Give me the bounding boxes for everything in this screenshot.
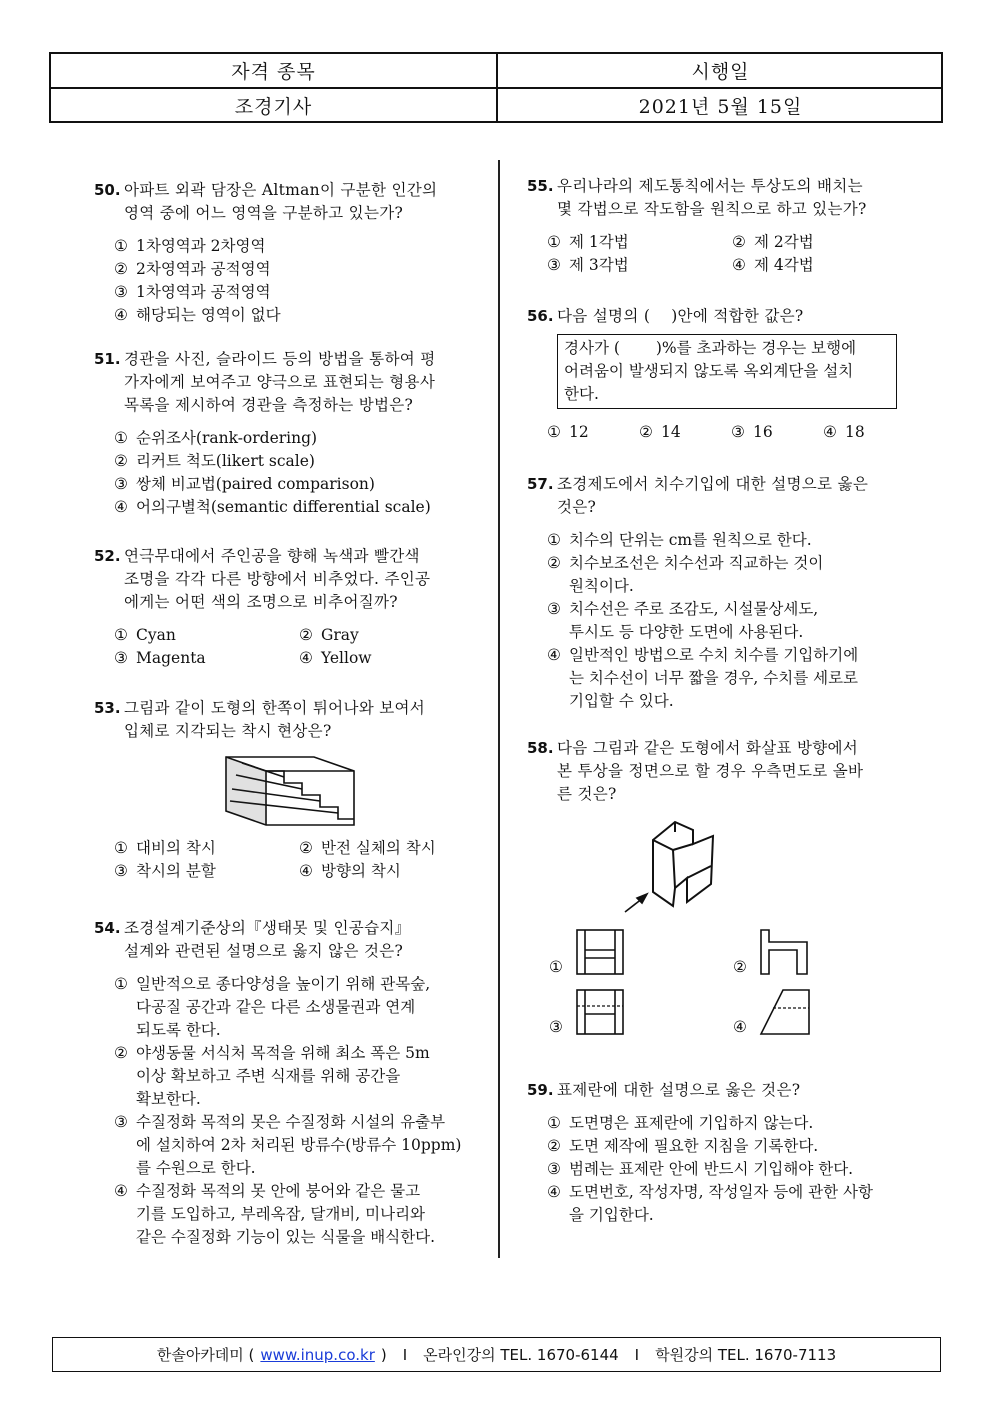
column-divider (498, 160, 500, 1258)
option-4 (114, 1180, 484, 1249)
option-mark: ④ (114, 1182, 128, 1200)
question-number: 57. (527, 475, 554, 493)
option-3 (114, 281, 484, 304)
option-text: 방향의 착시 (321, 862, 401, 880)
option-mark: ① (547, 531, 561, 549)
option-mark: ③ (547, 256, 561, 274)
option-mark: ② (299, 839, 313, 857)
option-text: 16 (753, 423, 773, 441)
option-list (94, 427, 484, 519)
option-2 (114, 450, 484, 473)
exam-subject-title: 자격 종목 (51, 54, 498, 87)
option-text: Magenta (136, 649, 206, 667)
option-text: 순위조사(rank-ordering) (136, 429, 318, 447)
footer-online-tel: 온라인강의 TEL. 1670-6144 (423, 1346, 619, 1364)
exam-subject-value: 조경기사 (51, 87, 498, 123)
option-mark: ① (547, 423, 561, 441)
option-2 (299, 624, 484, 647)
option-mark: ③ (731, 423, 745, 441)
option-text: 12 (569, 423, 589, 441)
question-50 (94, 179, 484, 327)
option-list (527, 529, 917, 713)
option-4 (114, 496, 484, 519)
option-list (94, 624, 484, 670)
answer-figure-4 (759, 988, 811, 1036)
option-text: 수질정화 목적의 못은 수질정화 시설의 유출부 에 설치하여 2차 처리된 방류수(방류수 10ppm) 를 수원으로 한다. (136, 1113, 462, 1177)
question-text: 표제란에 대한 설명으로 옳은 것은? (557, 1081, 801, 1099)
question-number: 52. (94, 547, 121, 565)
figure-mark-2: ② (733, 958, 747, 976)
question-text: 연극무대에서 주인공을 향해 녹색과 빨간색 조명을 각각 다른 방향에서 비추었다. 주인공 에게는 어떤 색의 조명으로 비추어질까? (124, 547, 431, 611)
option-mark: ④ (823, 423, 837, 441)
question-54 (94, 917, 484, 1249)
option-3 (114, 647, 299, 670)
option-2 (639, 421, 731, 444)
option-text: 야생동물 서식처 목적을 위해 최소 폭은 5m 이상 확보하고 주변 식재를 위해 공간을 확보한다. (136, 1044, 430, 1108)
option-mark: ④ (114, 498, 128, 516)
option-3 (731, 421, 823, 444)
question-number: 54. (94, 919, 121, 937)
option-text: 일반적인 방법으로 수치 치수를 기입하기에 는 치수선이 너무 짧을 경우, 수치를 세로로 기입할 수 있다. (569, 646, 859, 710)
option-text: 치수의 단위는 cm를 원칙으로 한다. (569, 531, 812, 549)
question-number: 59. (527, 1081, 554, 1099)
question-number: 58. (527, 739, 554, 757)
question-condition-box: 경사가 ( )%를 초과하는 경우는 보행에 어려움이 발생되지 않도록 옥외계단을 설치 한다. (557, 334, 897, 409)
option-mark: ① (114, 237, 128, 255)
option-text: 제 1각법 (569, 233, 629, 251)
option-mark: ② (114, 1044, 128, 1062)
option-text: Yellow (321, 649, 372, 667)
option-1 (547, 231, 732, 254)
option-mark: ② (299, 626, 313, 644)
answer-figure-3 (575, 988, 625, 1036)
answer-figures (527, 928, 917, 1036)
option-text: 어의구별척(semantic differential scale) (136, 498, 431, 516)
footer-separator: I (634, 1345, 640, 1364)
option-1 (114, 624, 299, 647)
option-mark: ④ (299, 649, 313, 667)
option-mark: ① (547, 1114, 561, 1132)
option-mark: ③ (114, 475, 128, 493)
option-mark: ③ (114, 649, 128, 667)
option-text: 치수선은 주로 조감도, 시설물상세도, 투시도 등 다양한 도면에 사용된다. (569, 600, 819, 641)
option-text: 반전 실체의 착시 (321, 839, 436, 857)
option-4 (114, 304, 484, 327)
option-list (527, 421, 917, 444)
option-3 (547, 254, 732, 277)
question-59 (527, 1079, 917, 1227)
option-text: 수질정화 목적의 못 안에 붕어와 같은 물고 기를 도입하고, 부레옥잠, 달개비, 미나리와 같은 수질정화 기능이 있는 식물을 배식한다. (136, 1182, 436, 1246)
question-text: 그림과 같이 도형의 한쪽이 튀어나와 보여서 입체로 지각되는 착시 현상은? (124, 699, 426, 740)
option-list (527, 231, 917, 277)
option-list (527, 1112, 917, 1227)
option-mark: ① (114, 429, 128, 447)
option-text: 해당되는 영역이 없다 (136, 306, 281, 324)
question-number: 50. (94, 181, 121, 199)
option-2 (114, 1042, 484, 1111)
page-footer (52, 1337, 941, 1372)
option-mark: ④ (114, 306, 128, 324)
option-mark: ② (547, 554, 561, 572)
figure-mark-4: ④ (733, 1018, 747, 1036)
option-text: 18 (845, 423, 865, 441)
question-52 (94, 545, 484, 670)
option-text: 도면명은 표제란에 기입하지 않는다. (569, 1114, 814, 1132)
option-1 (114, 427, 484, 450)
option-text: 2차영역과 공적영역 (136, 260, 271, 278)
question-55 (527, 175, 917, 277)
option-text: 1차영역과 2차영역 (136, 237, 266, 255)
question-text: 우리나라의 제도통칙에서는 투상도의 배치는 몇 각법으로 작도함을 원칙으로 하고 있는가? (557, 177, 867, 218)
option-4 (299, 647, 484, 670)
option-text: Gray (321, 626, 359, 644)
option-text: 착시의 분할 (136, 862, 216, 880)
option-list (94, 973, 484, 1249)
answer-figure-1 (575, 928, 625, 976)
option-mark: ① (114, 839, 128, 857)
exam-date-title: 시행일 (691, 61, 750, 83)
figure-mark-1: ① (549, 958, 563, 976)
exam-date-value: 2021년 5월 15일 (638, 95, 803, 118)
option-1 (114, 837, 299, 860)
header-row-values (51, 87, 941, 123)
option-4 (547, 644, 917, 713)
question-56 (527, 305, 917, 444)
option-2 (114, 258, 484, 281)
option-mark: ① (114, 975, 128, 993)
option-mark: ② (114, 260, 128, 278)
option-mark: ② (547, 1137, 561, 1155)
footer-website-link[interactable]: www.inup.co.kr (260, 1345, 375, 1364)
question-number: 56. (527, 307, 554, 325)
option-text: Cyan (136, 626, 176, 644)
question-text: 아파트 외곽 담장은 Altman이 구분한 인간의 영역 중에 어느 영역을 구분하고 있는가? (124, 181, 438, 222)
option-4 (823, 421, 915, 444)
option-text: 리커트 척도(likert scale) (136, 452, 315, 470)
option-mark: ④ (547, 646, 561, 664)
question-text: 조경설계기준상의『생태못 및 인공습지』 설계와 관련된 설명으로 옳지 않은 것은? (124, 919, 411, 960)
question-58 (527, 737, 917, 1036)
question-53 (94, 697, 484, 883)
option-mark: ③ (114, 1113, 128, 1131)
option-text: 도면 제작에 필요한 지침을 기록한다. (569, 1137, 819, 1155)
option-mark: ③ (547, 600, 561, 618)
question-number: 51. (94, 350, 121, 368)
option-1 (547, 421, 639, 444)
question-51 (94, 348, 484, 519)
option-mark: ③ (114, 862, 128, 880)
option-mark: ③ (547, 1160, 561, 1178)
option-2 (732, 231, 917, 254)
option-text: 도면번호, 작성자명, 작성일자 등에 관한 사항 을 기입한다. (569, 1183, 874, 1224)
option-text: 제 4각법 (754, 256, 814, 274)
option-mark: ② (732, 233, 746, 251)
option-2 (547, 552, 917, 598)
option-3 (114, 1111, 484, 1180)
option-4 (547, 1181, 917, 1227)
staircase-illusion-figure (222, 749, 358, 829)
option-text: 1차영역과 공적영역 (136, 283, 271, 301)
question-text: 경관을 사진, 슬라이드 등의 방법을 통하여 평 가자에게 보여주고 양극으로 표현되는 형용사 목록을 제시하여 경관을 측정하는 방법은? (124, 350, 436, 414)
option-2 (299, 837, 484, 860)
footer-academy-close: ) (380, 1345, 387, 1364)
answer-figure-2 (759, 928, 809, 976)
question-number: 55. (527, 177, 554, 195)
option-1 (114, 235, 484, 258)
option-mark: ④ (299, 862, 313, 880)
option-mark: ③ (114, 283, 128, 301)
question-57 (527, 473, 917, 713)
option-mark: ① (114, 626, 128, 644)
option-text: 일반적으로 종다양성을 높이기 위해 관목숲, 다공질 공간과 같은 다른 소생물권과 연계 되도록 한다. (136, 975, 431, 1039)
question-text: 다음 그림과 같은 도형에서 화살표 방향에서 본 투상을 정면으로 할 경우 우측면도로 올바 른 것은? (557, 739, 864, 803)
option-3 (114, 860, 299, 883)
option-mark: ② (639, 423, 653, 441)
option-text: 쌍체 비교법(paired comparison) (136, 475, 375, 493)
option-3 (114, 473, 484, 496)
option-text: 범례는 표제란 안에 반드시 기입해야 한다. (569, 1160, 854, 1178)
question-number: 53. (94, 699, 121, 717)
exam-header-table (49, 52, 943, 123)
option-text: 제 3각법 (569, 256, 629, 274)
footer-academy: 한솔아카데미 ( (156, 1346, 255, 1364)
option-mark: ① (547, 233, 561, 251)
question-text: 조경제도에서 치수기입에 대한 설명으로 옳은 것은? (557, 475, 869, 516)
option-text: 제 2각법 (754, 233, 814, 251)
question-text: 다음 설명의 ( )안에 적합한 값은? (557, 307, 804, 325)
option-1 (114, 973, 484, 1042)
option-text: 14 (661, 423, 681, 441)
option-mark: ④ (732, 256, 746, 274)
option-4 (732, 254, 917, 277)
option-1 (547, 1112, 917, 1135)
option-text: 치수보조선은 치수선과 직교하는 것이 원칙이다. (569, 554, 824, 595)
isometric-object-figure (623, 814, 733, 914)
header-row-titles (51, 54, 941, 89)
option-4 (299, 860, 484, 883)
option-mark: ④ (547, 1183, 561, 1201)
option-list (94, 837, 484, 883)
figure-mark-3: ③ (549, 1018, 563, 1036)
option-mark: ② (114, 452, 128, 470)
option-2 (547, 1135, 917, 1158)
footer-offline-tel: 학원강의 TEL. 1670-7113 (655, 1346, 837, 1364)
footer-separator: I (402, 1345, 408, 1364)
option-list (94, 235, 484, 327)
option-3 (547, 598, 917, 644)
option-3 (547, 1158, 917, 1181)
option-1 (547, 529, 917, 552)
option-text: 대비의 착시 (136, 839, 216, 857)
